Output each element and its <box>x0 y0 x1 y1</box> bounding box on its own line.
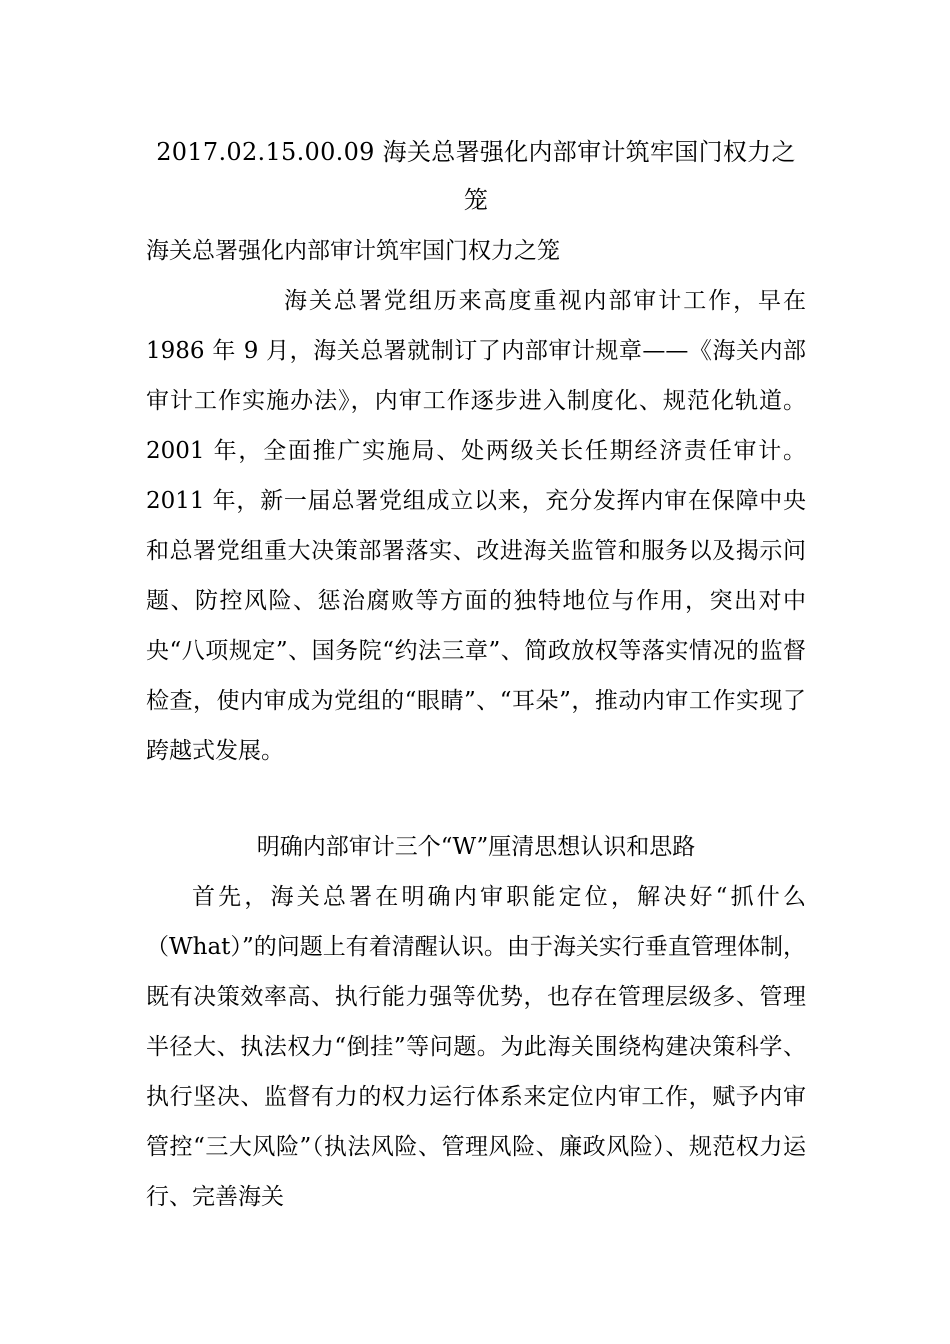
paragraph-intro: 海关总署党组历来高度重视内部审计工作，早在 1986 年 9 月，海关总署就制订了内部审计规章——《海关内部审计工作实施办法》，内审工作逐步进入制度化、规范化轨道。2001 年，全面推广实施局、处两级关长任期经济责任审计。2011 年，新一届总署党组成立以来，充分发挥内审在保障中央和总署党组重大决策部署落实、改进海关监管和服务以及揭示问题、防控风险、惩治腐败等方面的独特地位与作用，突出对中央“八项规定”、国务院“约法三章”、简政放权等落实情况的监督检查，使内审成为党组的“眼睛”、“耳朵”，推动内审工作实现了跨越式发展。 <box>146 288 806 764</box>
document-title: 2017.02.15.00.09 海关总署强化内部审计筑牢国门权力之笼 <box>156 138 796 214</box>
section-heading: 明确内部审计三个“W”厘清思想认识和思路 <box>256 834 696 860</box>
document-subtitle: 海关总署强化内部审计筑牢国门权力之笼 <box>146 238 560 264</box>
paragraph-first-point: 首先，海关总署在明确内审职能定位，解决好“抓什么（What）”的问题上有着清醒认识。由于海关实行垂直管理体制，既有决策效率高、执行能力强等优势，也存在管理层级多、管理半径大、执法权力“倒挂”等问题。为此海关围绕构建决策科学、执行坚决、监督有力的权力运行体系来定位内审工作，赋予内审管控“三大风险”（执法风险、管理风险、廉政风险）、规范权力运行、完善海关 <box>146 884 806 1210</box>
